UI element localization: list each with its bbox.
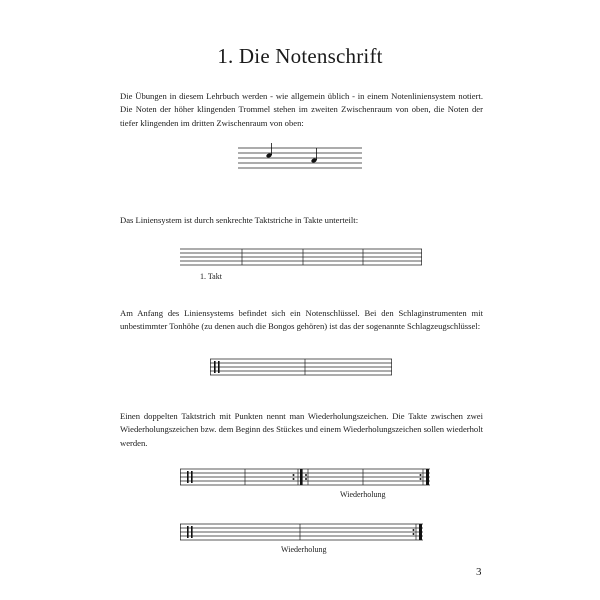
paragraph-notation-intro: Die Übungen in diesem Lehrbuch werden - wie allgemein üblich - in einem Notenliniensystem notiert. Die Noten der höher klingenden Trommel stehen im zweiten Zwischenraum von oben, die Noten der tiefer klingenden im dritten Zwischenraum von oben: xyxy=(120,91,483,128)
staff-example-bars xyxy=(180,248,422,268)
paragraph-bar-lines: Das Liniensystem ist durch senkrechte Taktstriche in Takte unterteilt: xyxy=(120,215,359,225)
staff-example-repeat-1 xyxy=(180,468,430,488)
paragraph-repeat-signs: Einen doppelten Taktstrich mit Punkten nennt man Wiederholungszeichen. Die Takte zwischen zwei Wiederholungszeichen bzw. dem Beginn des Stückes und einem Wiederholungszeichen sollen wiederholt werden. xyxy=(120,411,484,448)
note-high-drum-icon xyxy=(266,143,273,158)
page-title: 1. Die Notenschrift xyxy=(217,44,383,68)
caption-repeat-1: Wiederholung xyxy=(340,490,386,499)
note-low-drum-icon xyxy=(311,148,318,163)
caption-first-bar: 1. Takt xyxy=(200,272,222,281)
page-number: 3 xyxy=(476,566,482,578)
caption-repeat-2: Wiederholung xyxy=(281,545,327,554)
paragraph-clef: Am Anfang des Liniensystems befindet sich ein Notenschlüssel. Bei den Schlaginstrumenten mit unbestimmter Tonhöhe (zu denen auch die Bongos gehören) ist das der sogenannte Schlagzeugschlüssel: xyxy=(120,308,483,332)
staff-example-two-notes xyxy=(238,146,362,170)
staff-example-repeat-2 xyxy=(180,523,423,543)
staff-example-clef xyxy=(210,358,392,378)
